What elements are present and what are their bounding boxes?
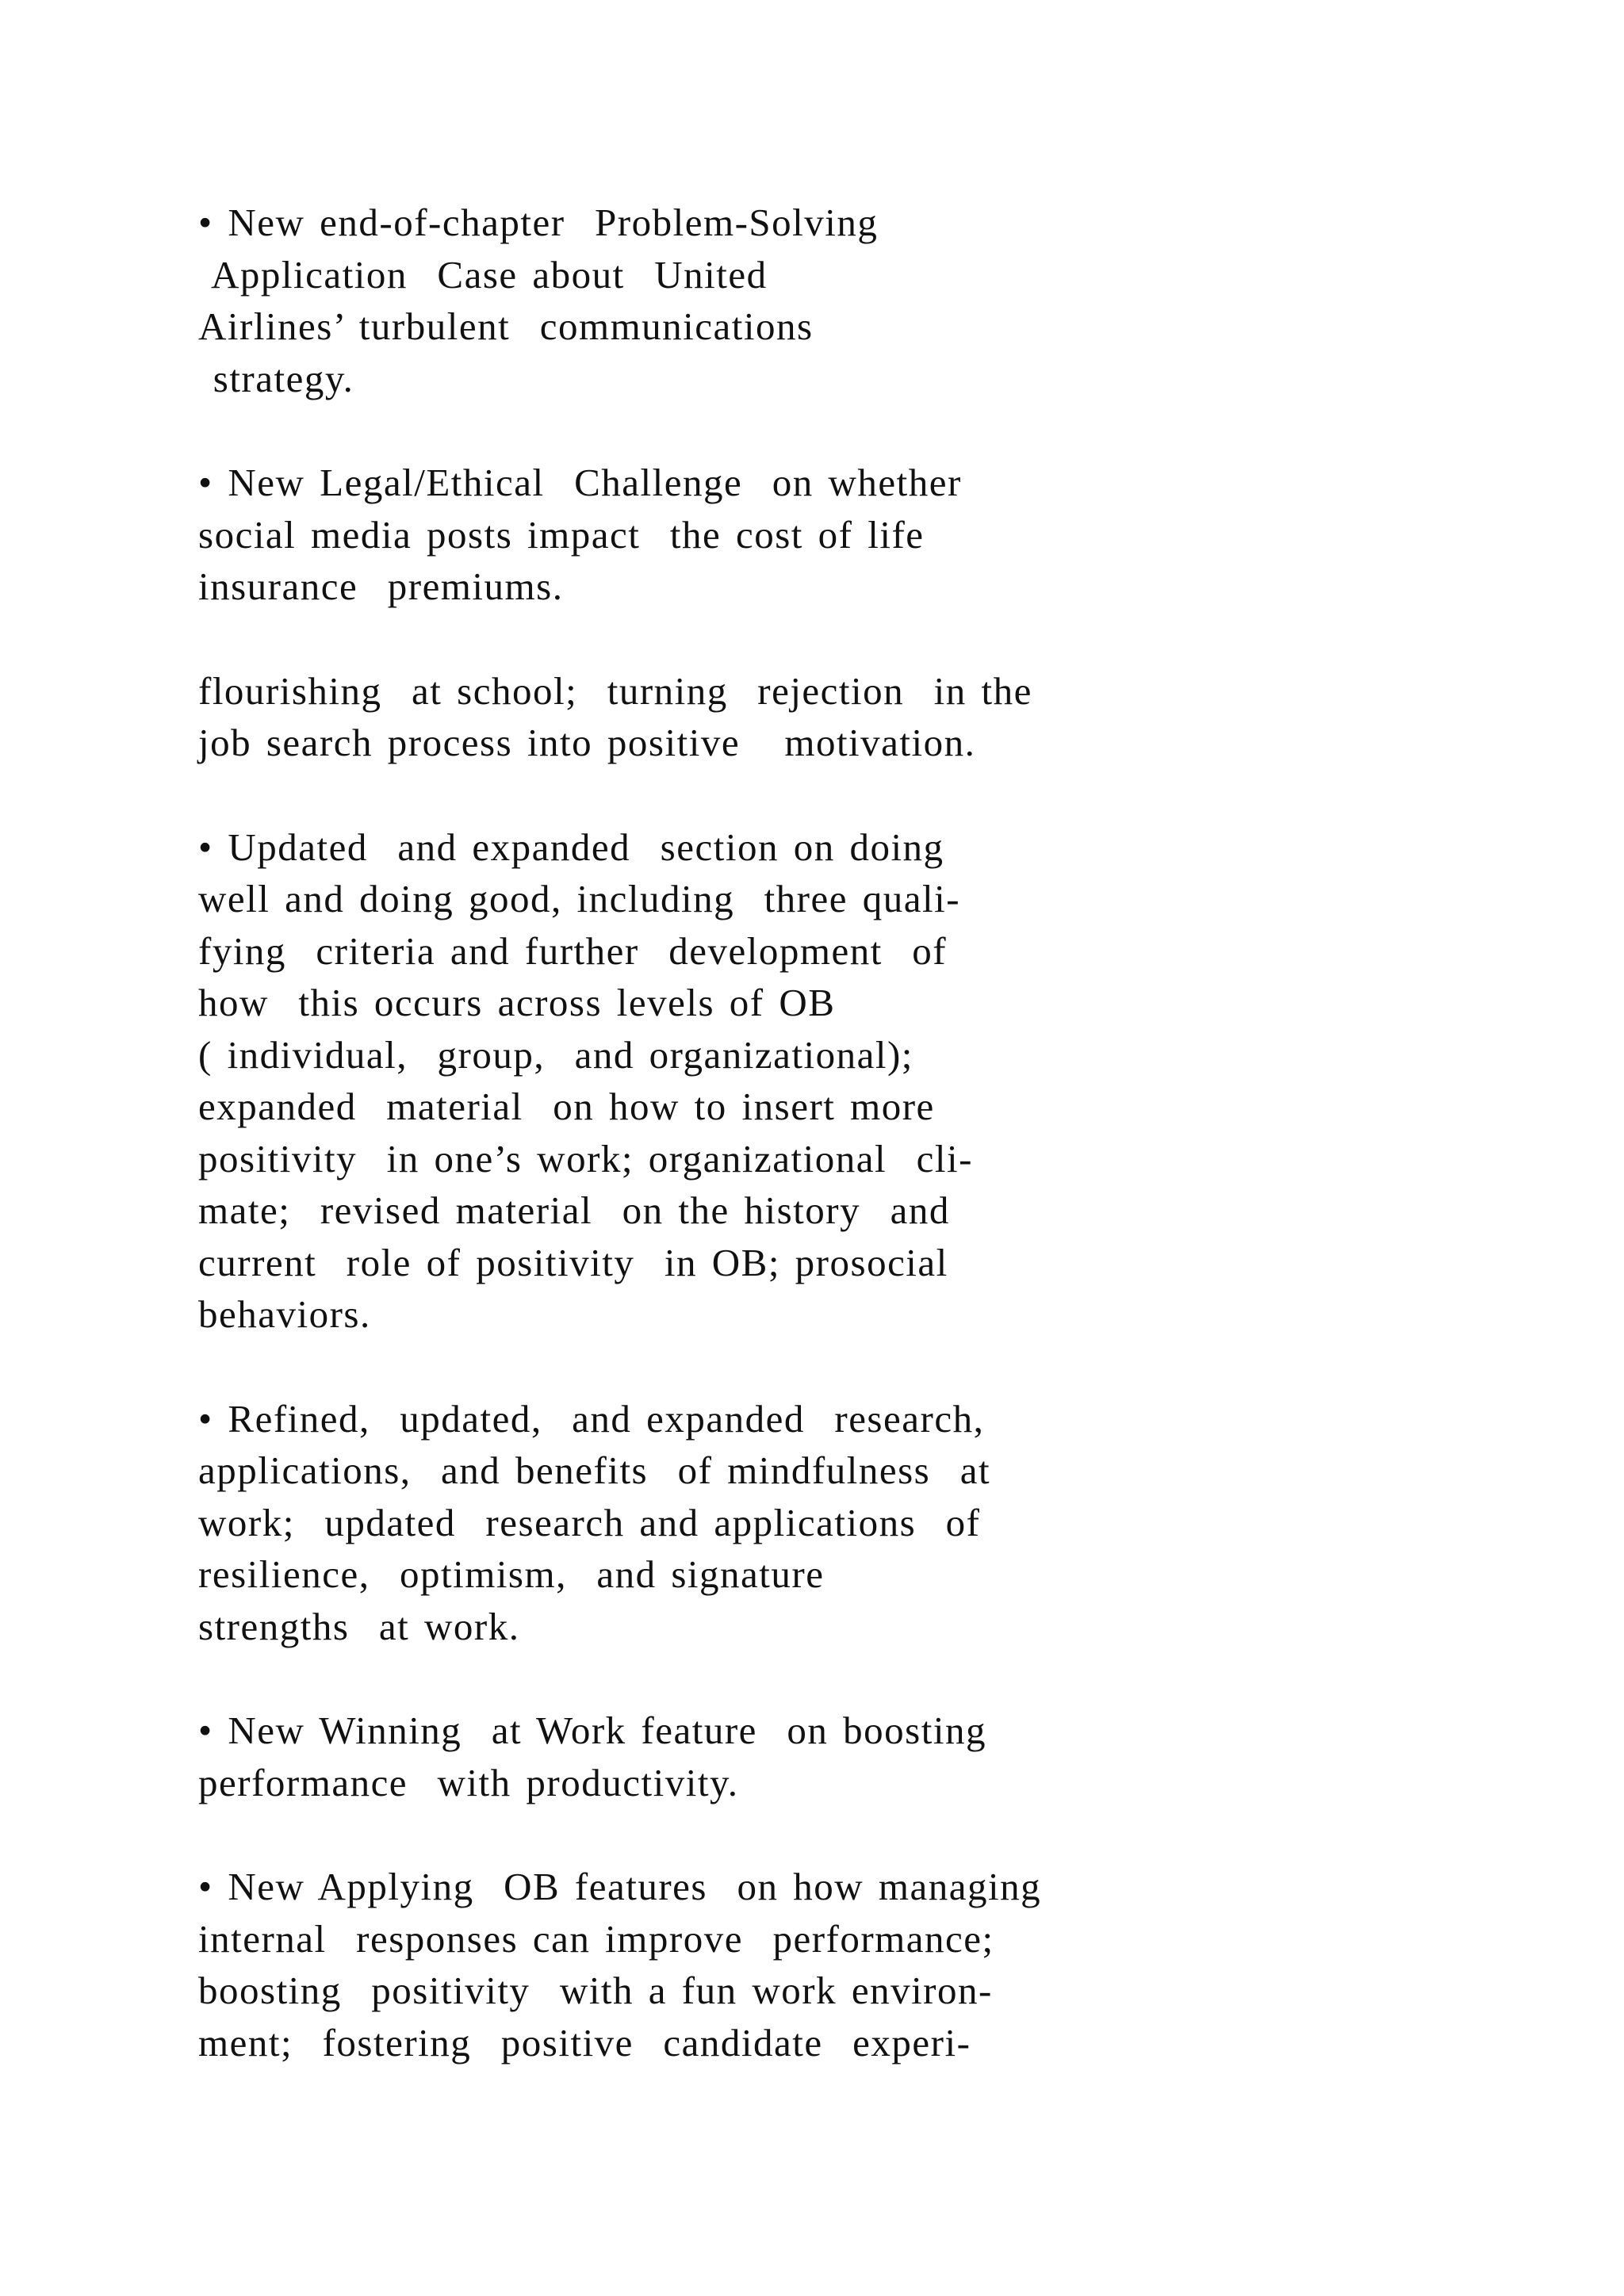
- text-line: ment; fostering positive candidate experi-: [198, 2020, 971, 2064]
- paragraph-applying-ob: [198, 1861, 1388, 2068]
- text-line: flourishing at school; turning rejection in the: [198, 668, 1032, 713]
- text-line: insurance premiums.: [198, 564, 564, 608]
- text-line: social media posts impact the cost of life: [198, 512, 925, 557]
- text-line: fying criteria and further development of: [198, 928, 948, 973]
- text-line: Application Case about United: [198, 252, 768, 297]
- text-column: [198, 197, 1388, 2121]
- text-line: strengths at work.: [198, 1604, 520, 1648]
- text-line: current role of positivity in OB; prosocial: [198, 1240, 948, 1284]
- text-line: • New Applying OB features on how managing: [198, 1865, 1042, 1908]
- paragraph-flourishing: [198, 665, 1388, 769]
- text-line: • New Winning at Work feature on boosting: [198, 1709, 986, 1752]
- paragraph-winning-at-work: [198, 1705, 1388, 1808]
- text-line: well and doing good, including three quali-: [198, 877, 961, 920]
- text-line: expanded material on how to insert more: [198, 1085, 935, 1128]
- text-line: positivity in one’s work; organizational cli-: [198, 1136, 973, 1181]
- text-line: • New end-of-chapter Problem-Solving: [198, 201, 879, 244]
- text-line: • Updated and expanded section on doing: [198, 825, 944, 869]
- paragraph-problem-solving-case: [198, 197, 1388, 404]
- text-line: boosting positivity with a fun work environ-: [198, 1969, 993, 2012]
- text-line: internal responses can improve performance;: [198, 1916, 994, 1961]
- text-line: work; updated research and applications of: [198, 1500, 981, 1544]
- paragraph-mindfulness: [198, 1393, 1388, 1653]
- text-line: strategy.: [198, 356, 354, 400]
- text-line: how this occurs across levels of OB: [198, 981, 836, 1024]
- text-line: performance with productivity.: [198, 1760, 739, 1804]
- text-line: applications, and benefits of mindfulness at: [198, 1448, 991, 1492]
- paragraph-legal-ethical-challenge: [198, 457, 1388, 613]
- text-line: • New Legal/Ethical Challenge on whether: [198, 461, 962, 504]
- text-line: behaviors.: [198, 1292, 371, 1336]
- paragraph-doing-well-doing-good: [198, 821, 1388, 1341]
- text-line: job search process into positive motivation.: [198, 721, 976, 764]
- text-line: mate; revised material on the history and: [198, 1188, 950, 1232]
- text-line: • Refined, updated, and expanded research,: [198, 1396, 985, 1441]
- text-line: ( individual, group, and organizational);: [198, 1032, 914, 1077]
- text-line: Airlines’ turbulent communications: [198, 304, 814, 348]
- text-line: resilience, optimism, and signature: [198, 1552, 825, 1596]
